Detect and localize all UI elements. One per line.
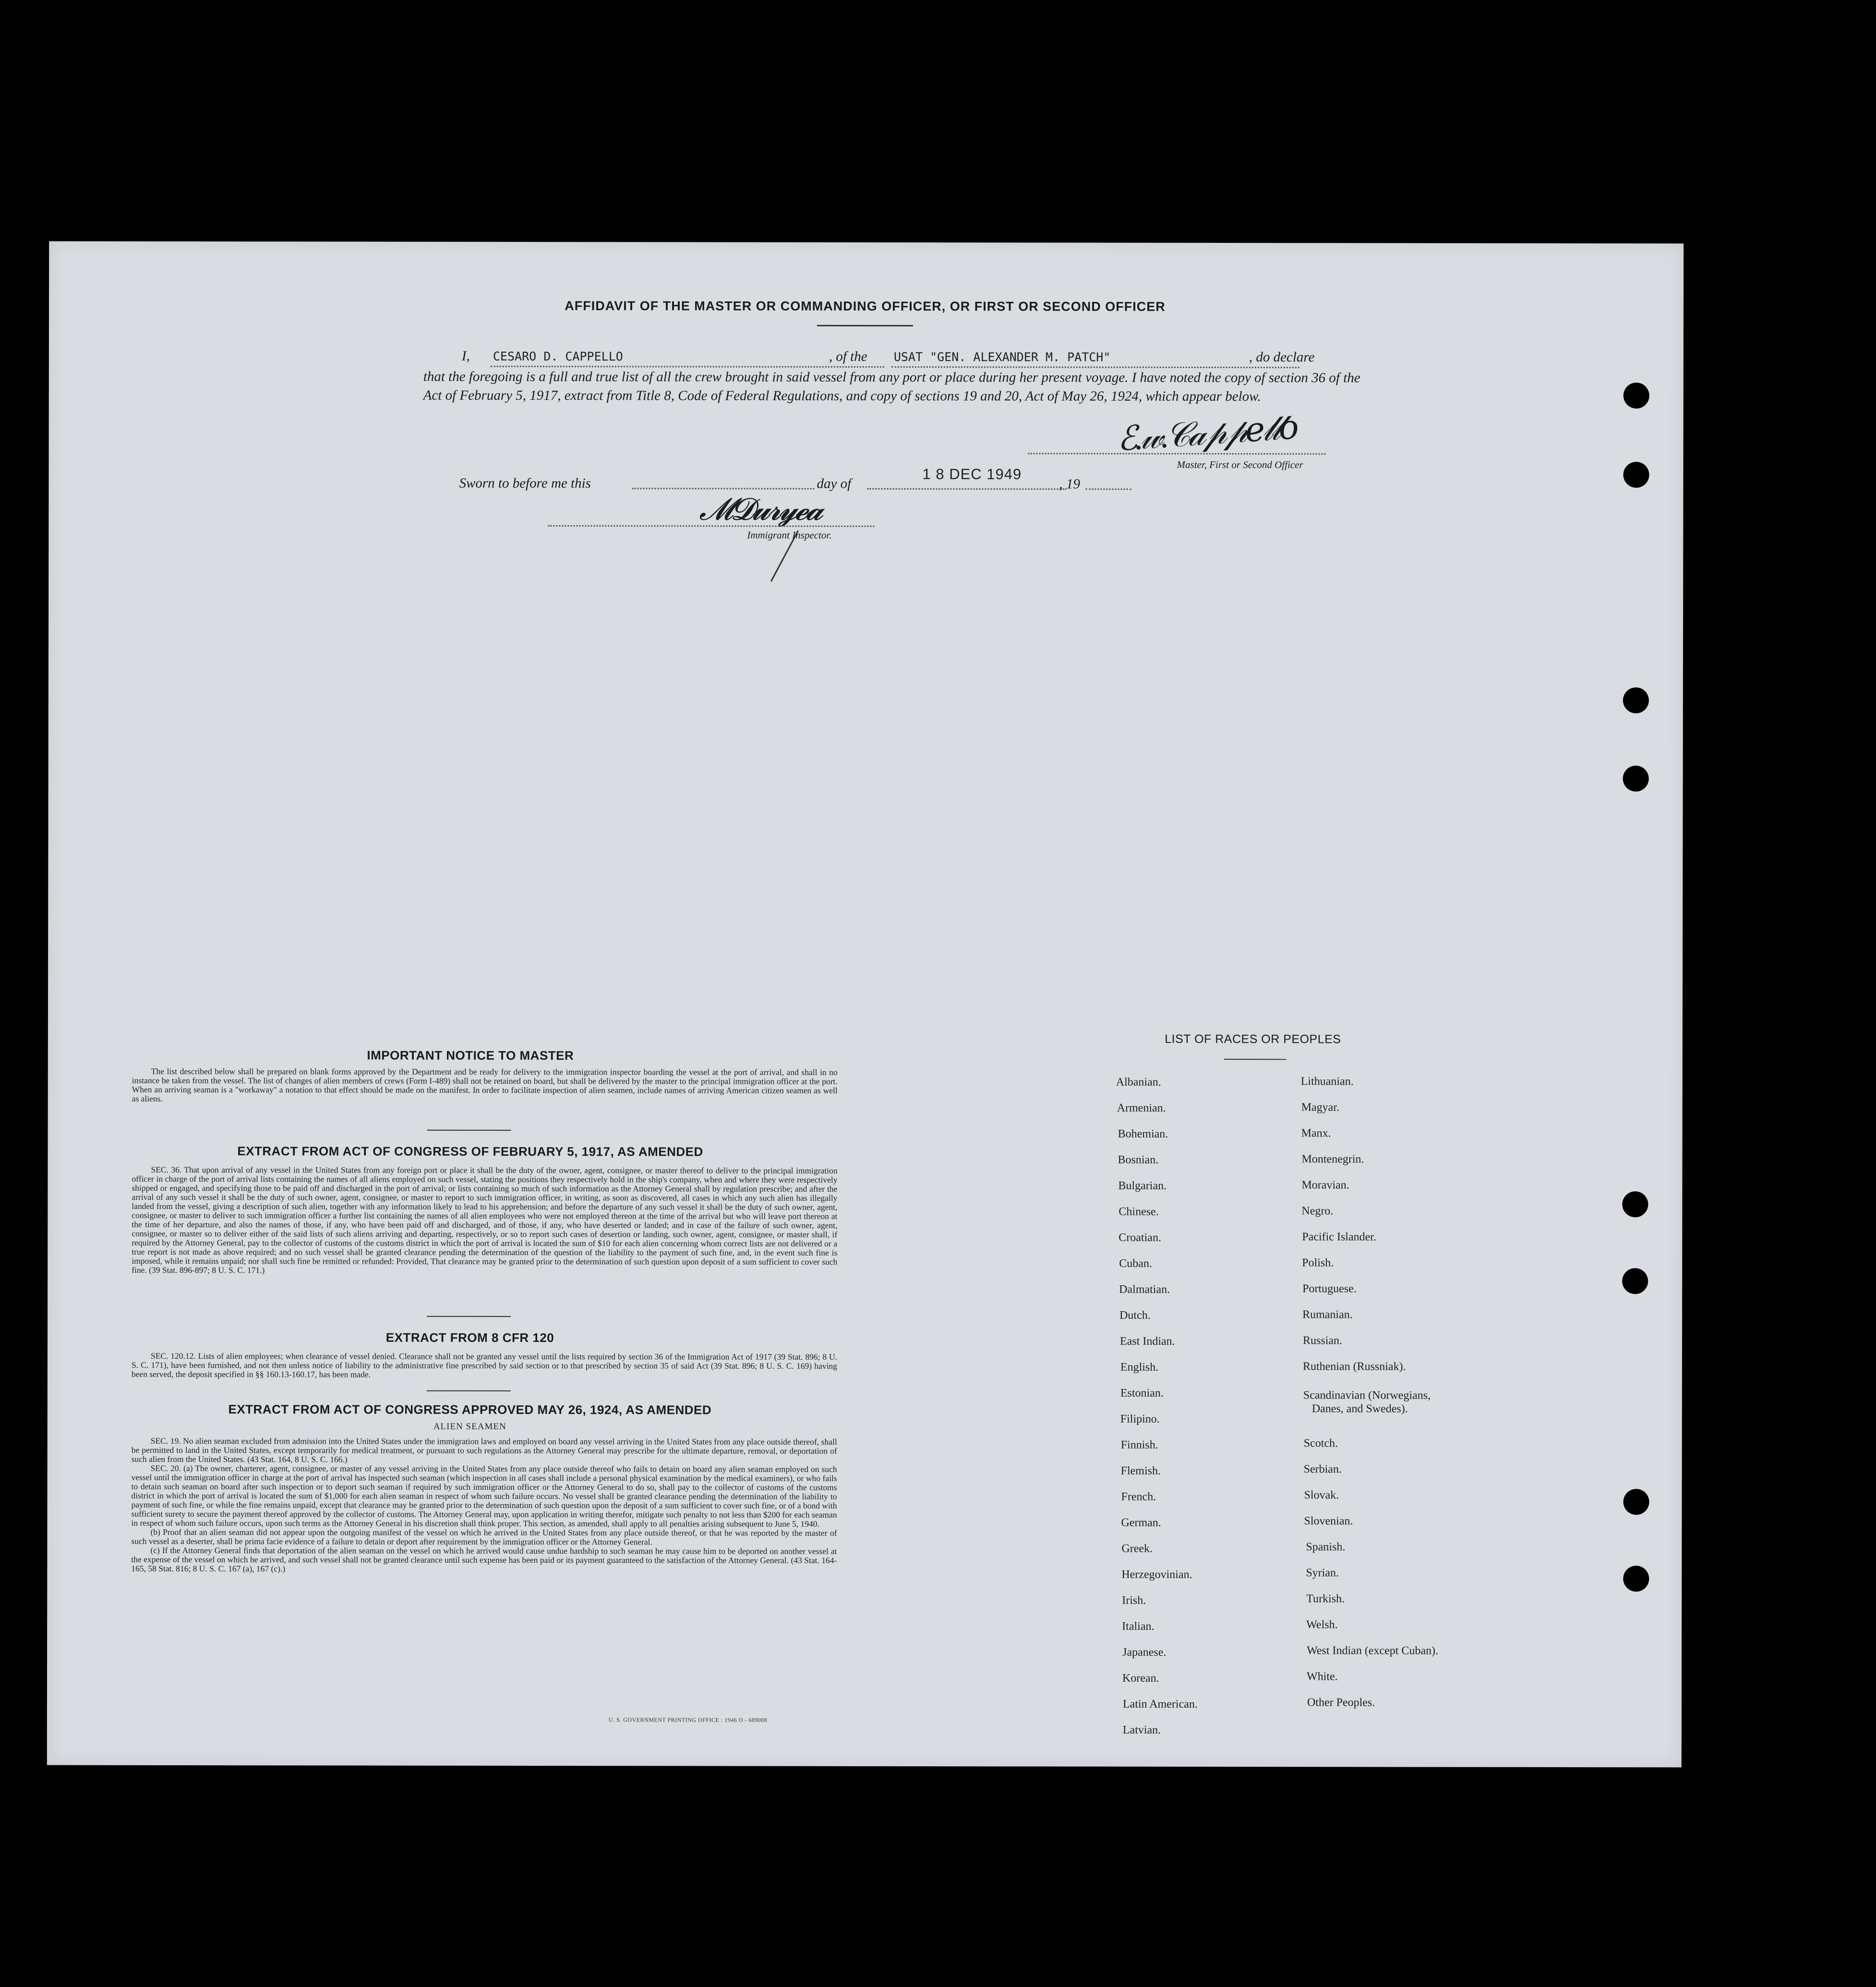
sworn-day-line (632, 488, 814, 490)
race-item: Dutch. (1119, 1309, 1151, 1322)
section-rule (427, 1316, 511, 1317)
punch-hole (1622, 1191, 1648, 1217)
race-item: Welsh. (1306, 1618, 1338, 1631)
affidavit-body: that the foregoing is a full and true list of all the crew brought in said vessel from any port or place during her present voyage. I have noted the copy of section 36 of the Act of February 5, 1917, extract from Title 8, Code of Federal Regulations, and copy of sections 19 and 20, Act of May 26, 1924, which appear below. (423, 369, 1360, 405)
race-item: Serbian. (1303, 1463, 1342, 1476)
race-item: Irish. (1122, 1594, 1146, 1607)
inspector-signature: 𝓜𝓓𝓾𝓻𝔂𝓮𝓪 (699, 492, 821, 527)
i-label: I, (461, 348, 470, 364)
races-title-rule (1224, 1059, 1287, 1060)
extract-1924-paragraph: SEC. 20. (a) The owner, charterer, agent, consignee, or master of any vessel arriving in the United States from any place outside thereof who fails to detain on board any alien seaman employed on such vessel until the immigration officer in charge at the port of arrival has inspected such seaman (which inspection in all cases shall include a personal physical examination by the medical examiners), or who fails to detain such seaman on board after such inspection or to deport such seaman if required by such immigration officer or the Attorney General to do so, shall pay to the collector of customs of the customs district in which the port of arrival is located the sum of $1,000 for each alien seaman in respect of whom such failure occurs. No vessel shall be granted clearance pending the determination of the liability to payment of such fine, or while the fine remains unpaid, except that clearance may be granted prior to the determination of such question upon the deposit of a sum sufficient to cover such fine, or of a bond with sufficient surety to secure the payment thereof approved by the collector of customs. The Attorney General may, upon application in writing therefor, mitigate such penalty to not less than $200 for each seaman in respect of whom such failure occurs, upon such terms as the Attorney General in his discretion shall think proper. This section, as amended, shall apply to all penalties arising subsequent to June 5, 1940. (131, 1463, 837, 1529)
race-item: Filipino. (1120, 1412, 1160, 1425)
printer-imprint: U. S. GOVERNMENT PRINTING OFFICE : 1946 O - 689008 (608, 1716, 768, 1724)
year-prefix: , 19 (1059, 476, 1081, 492)
race-item: Manx. (1301, 1127, 1331, 1140)
race-item: French. (1121, 1490, 1156, 1503)
race-item: Bosnian. (1118, 1153, 1159, 1166)
race-item: Montenegrin. (1301, 1153, 1364, 1166)
extract-1917-text (132, 1165, 837, 1276)
race-item: Lithuanian. (1300, 1075, 1354, 1088)
race-item: East Indian. (1120, 1335, 1175, 1348)
race-item: Negro. (1301, 1205, 1334, 1218)
document-page (47, 241, 1684, 1768)
race-item: Croatian. (1118, 1231, 1161, 1244)
race-item: West Indian (except Cuban). (1307, 1644, 1439, 1657)
race-item: Dalmatian. (1119, 1283, 1170, 1296)
extract-cfr-title: EXTRACT FROM 8 CFR 120 (385, 1330, 554, 1345)
race-item: Cuban. (1119, 1257, 1152, 1270)
race-item: Latin American. (1122, 1698, 1198, 1711)
punch-hole (1623, 462, 1649, 488)
punch-hole (1622, 1268, 1648, 1294)
notice-paragraph: The list described below shall be prepared on blank forms approved by the Department and be ready for delivery to the immigration inspector boarding the vessel at the port of arrival, and shall in no instance be taken from the vessel. The list of changes of alien members of crews (Form I-489) shall not be retained on board, but shall be delivered by the master to the principal immigration officer at the port. When an arriving seaman is a "workaway" a notation to that effect should be made on the manifest. In order to facilitate inspection of alien seamen, include names of arriving American citizen seamen as well as aliens. (132, 1066, 838, 1103)
master-signature-line (1028, 453, 1326, 455)
punch-hole (1623, 1489, 1649, 1515)
race-item: Albanian. (1116, 1076, 1161, 1089)
race-item: Slovenian. (1304, 1515, 1353, 1528)
extract-1924-paragraph: (b) Proof that an alien seaman did not appear upon the outgoing manifest of the vessel on which he arrived in the United States from any place outside thereof, or that he was reported by the master of such vessel as a deserter, shall be prima facie evidence of a failure to detain or deport after requirement by the immigration officer or the Attorney General. (131, 1527, 837, 1547)
race-item: Moravian. (1301, 1179, 1349, 1192)
race-item: Korean. (1122, 1672, 1159, 1685)
notice-title: IMPORTANT NOTICE TO MASTER (367, 1048, 574, 1063)
master-title-label: Master, First or Second Officer (1177, 458, 1303, 471)
sworn-year-line (1085, 489, 1131, 490)
section-rule (427, 1130, 511, 1131)
master-name: CESARO D. CAPPELLO (493, 349, 623, 364)
race-item: Japanese. (1122, 1646, 1166, 1659)
master-signature: ℰ.𝓌.𝒞𝒶𝓅𝓅𝑒𝓁𝓁𝑜 (1116, 409, 1298, 458)
race-item: Slovak. (1304, 1489, 1339, 1502)
affidavit-declaration-line (462, 348, 470, 364)
race-item: Portuguese. (1302, 1282, 1357, 1295)
race-item: Finnish. (1120, 1438, 1158, 1451)
race-item: Russian. (1303, 1334, 1343, 1347)
title-rule (817, 325, 913, 326)
affidavit-title: AFFIDAVIT OF THE MASTER OR COMMANDING OFFICER, OR FIRST OR SECOND OFFICER (565, 299, 1166, 314)
race-item: Herzegovinian. (1121, 1568, 1192, 1581)
race-item: Italian. (1122, 1620, 1154, 1633)
race-item: White. (1307, 1670, 1338, 1683)
race-item: Rumanian. (1302, 1308, 1353, 1321)
extract-1924-paragraph: SEC. 19. No alien seaman excluded from admission into the United States under the immigration laws and employed on board any vessel arriving in the United States from any place outside thereof, shall be permitted to land in the United States, except temporarily for medical treatment, or pursuant to such regulations as the Attorney General may prescribe for the ultimate departure, removal, or deportation of such alien from the United States. (43 Stat. 164, 8 U. S. C. 166.) (131, 1436, 837, 1464)
races-title: LIST OF RACES OR PEOPLES (1165, 1032, 1341, 1046)
race-item: Scotch. (1303, 1437, 1338, 1450)
race-item: Turkish. (1306, 1592, 1345, 1605)
day-of-label: day of (817, 476, 852, 491)
race-item: Greek. (1121, 1542, 1153, 1555)
extract-cfr-paragraph: SEC. 120.12. Lists of alien employees; when clearance of vessel denied. Clearance shall not be granted any vessel until the lists required by section 36 of the Immigration Act of 1917 (39 Stat. 896; 8 U. S. C. 171), have been furnished, and not then unless notice of liability to the administrative fine prescribed by said section or to that prescribed by section 35 of said Act (39 Stat. 896; 8 U. S. C. 169) having been served, the deposit specified in §§ 160.13-160.17, has been made. (131, 1351, 837, 1379)
race-item: Ruthenian (Russniak). (1302, 1360, 1406, 1373)
extract-1917-paragraph: SEC. 36. That upon arrival of any vessel in the United States from any foreign port or place it shall be the duty of the owner, agent, consignee, or master thereof to deliver to the principal immigration officer in charge of the port of arrival lists containing the names of all aliens employed on such vessel, stating the positions they respectively hold in the ship's company, when and where they were respectively shipped or engaged, and specifying those to be paid off and discharged in the port of arrival; or lists containing so much of such information as the Attorney General shall by regulation prescribe; and after the arrival of any such vessel it shall be the duty of such owner, agent, consignee, or master to report to such immigration officer, in writing, as soon as discovered, all cases in which any such alien has illegally landed from the vessel, giving a description of such alien, together with any information likely to lead to his apprehension; and before the departure of any such vessel it shall be the duty of such owner, agent, consignee, or master to deliver to such immigration officer a further list containing the names of all alien employees who were not employed thereon at the time of the arrival but who will leave port thereon at the time of her departure, and also the names of those, if any, who have been paid off and discharged, and of those, if any, who have deserted or landed; and in case of the failure of such owner, agent, consignee, or master so to deliver either of the said lists of such aliens arriving and departing, respectively, or so to report such cases of desertion or landing, such owner, agent, consignee, or master shall, if required by the Attorney General, pay to the collector of customs of the customs district in which the port of arrival is located the sum of $10 for each alien concerning whom correct lists are not delivered or a true report is not made as above required; and no such vessel shall be granted clearance pending the determination of the question of the liability to the payment of such fine, and, in the event such fine is imposed, while it remains unpaid; nor shall such fine be remitted or refunded: Provided, That clearance may be granted prior to the determination of such question upon deposit of a sum sufficient to cover such fine. (39 Stat. 896-897; 8 U. S. C. 171.) (132, 1164, 838, 1275)
race-item: Other Peoples. (1307, 1696, 1375, 1709)
race-item: Armenian. (1117, 1101, 1166, 1114)
extract-cfr-text (132, 1352, 837, 1380)
race-item: Chinese. (1118, 1205, 1159, 1218)
race-item: Latvian. (1122, 1724, 1161, 1736)
punch-hole (1623, 383, 1649, 408)
race-item: Scandinavian (Norwegians, Danes, and Swedes). (1303, 1389, 1431, 1415)
inspector-label: Immigrant Inspector. (747, 529, 832, 541)
of-the-label: , of the (829, 348, 867, 365)
race-item: German. (1121, 1516, 1161, 1529)
punch-hole (1623, 766, 1649, 791)
inspector-signature-line (548, 525, 874, 527)
race-item: Spanish. (1306, 1541, 1346, 1554)
punch-hole (1623, 1566, 1649, 1592)
sworn-label: Sworn to before me this (459, 475, 591, 491)
race-item: Bulgarian. (1118, 1179, 1167, 1192)
extract-1924-text (131, 1436, 837, 1574)
extract-1917-title: EXTRACT FROM ACT OF CONGRESS OF FEBRUARY 5, 1917, AS AMENDED (237, 1144, 703, 1159)
race-item: Pacific Islander. (1302, 1231, 1376, 1244)
vessel-name: USAT "GEN. ALEXANDER M. PATCH" (893, 350, 1111, 364)
race-item: Polish. (1302, 1257, 1334, 1269)
punch-hole (1623, 687, 1649, 713)
race-item: Estonian. (1120, 1387, 1164, 1400)
extract-1924-subtitle: ALIEN SEAMEN (433, 1421, 506, 1432)
race-item: Flemish. (1120, 1464, 1161, 1477)
sworn-month-line (867, 488, 1066, 490)
section-rule (427, 1390, 511, 1391)
race-item: Magyar. (1301, 1101, 1340, 1114)
extract-1924-title: EXTRACT FROM ACT OF CONGRESS APPROVED MAY 26, 1924, AS AMENDED (228, 1402, 712, 1417)
race-item: Bohemian. (1118, 1127, 1168, 1140)
notice-text (132, 1067, 838, 1104)
extract-1924-paragraph: (c) If the Attorney General finds that deportation of the alien seaman on the vessel on which he arrived would cause undue hardship to such seaman he may cause him to be deported on another vessel at the expense of the vessel on which he arrived, and such vessel shall not be granted clearance until such expense has been paid or its payment guaranteed to the satisfaction of the Attorney General. (43 Stat. 164-165, 58 Stat. 816; 8 U. S. C. 167 (a), 167 (c).) (131, 1545, 837, 1574)
date-stamp: 1 8 DEC 1949 (922, 466, 1022, 483)
race-item: Syrian. (1306, 1567, 1339, 1580)
do-declare-label: , do declare (1249, 349, 1315, 365)
race-item: English. (1120, 1361, 1159, 1374)
